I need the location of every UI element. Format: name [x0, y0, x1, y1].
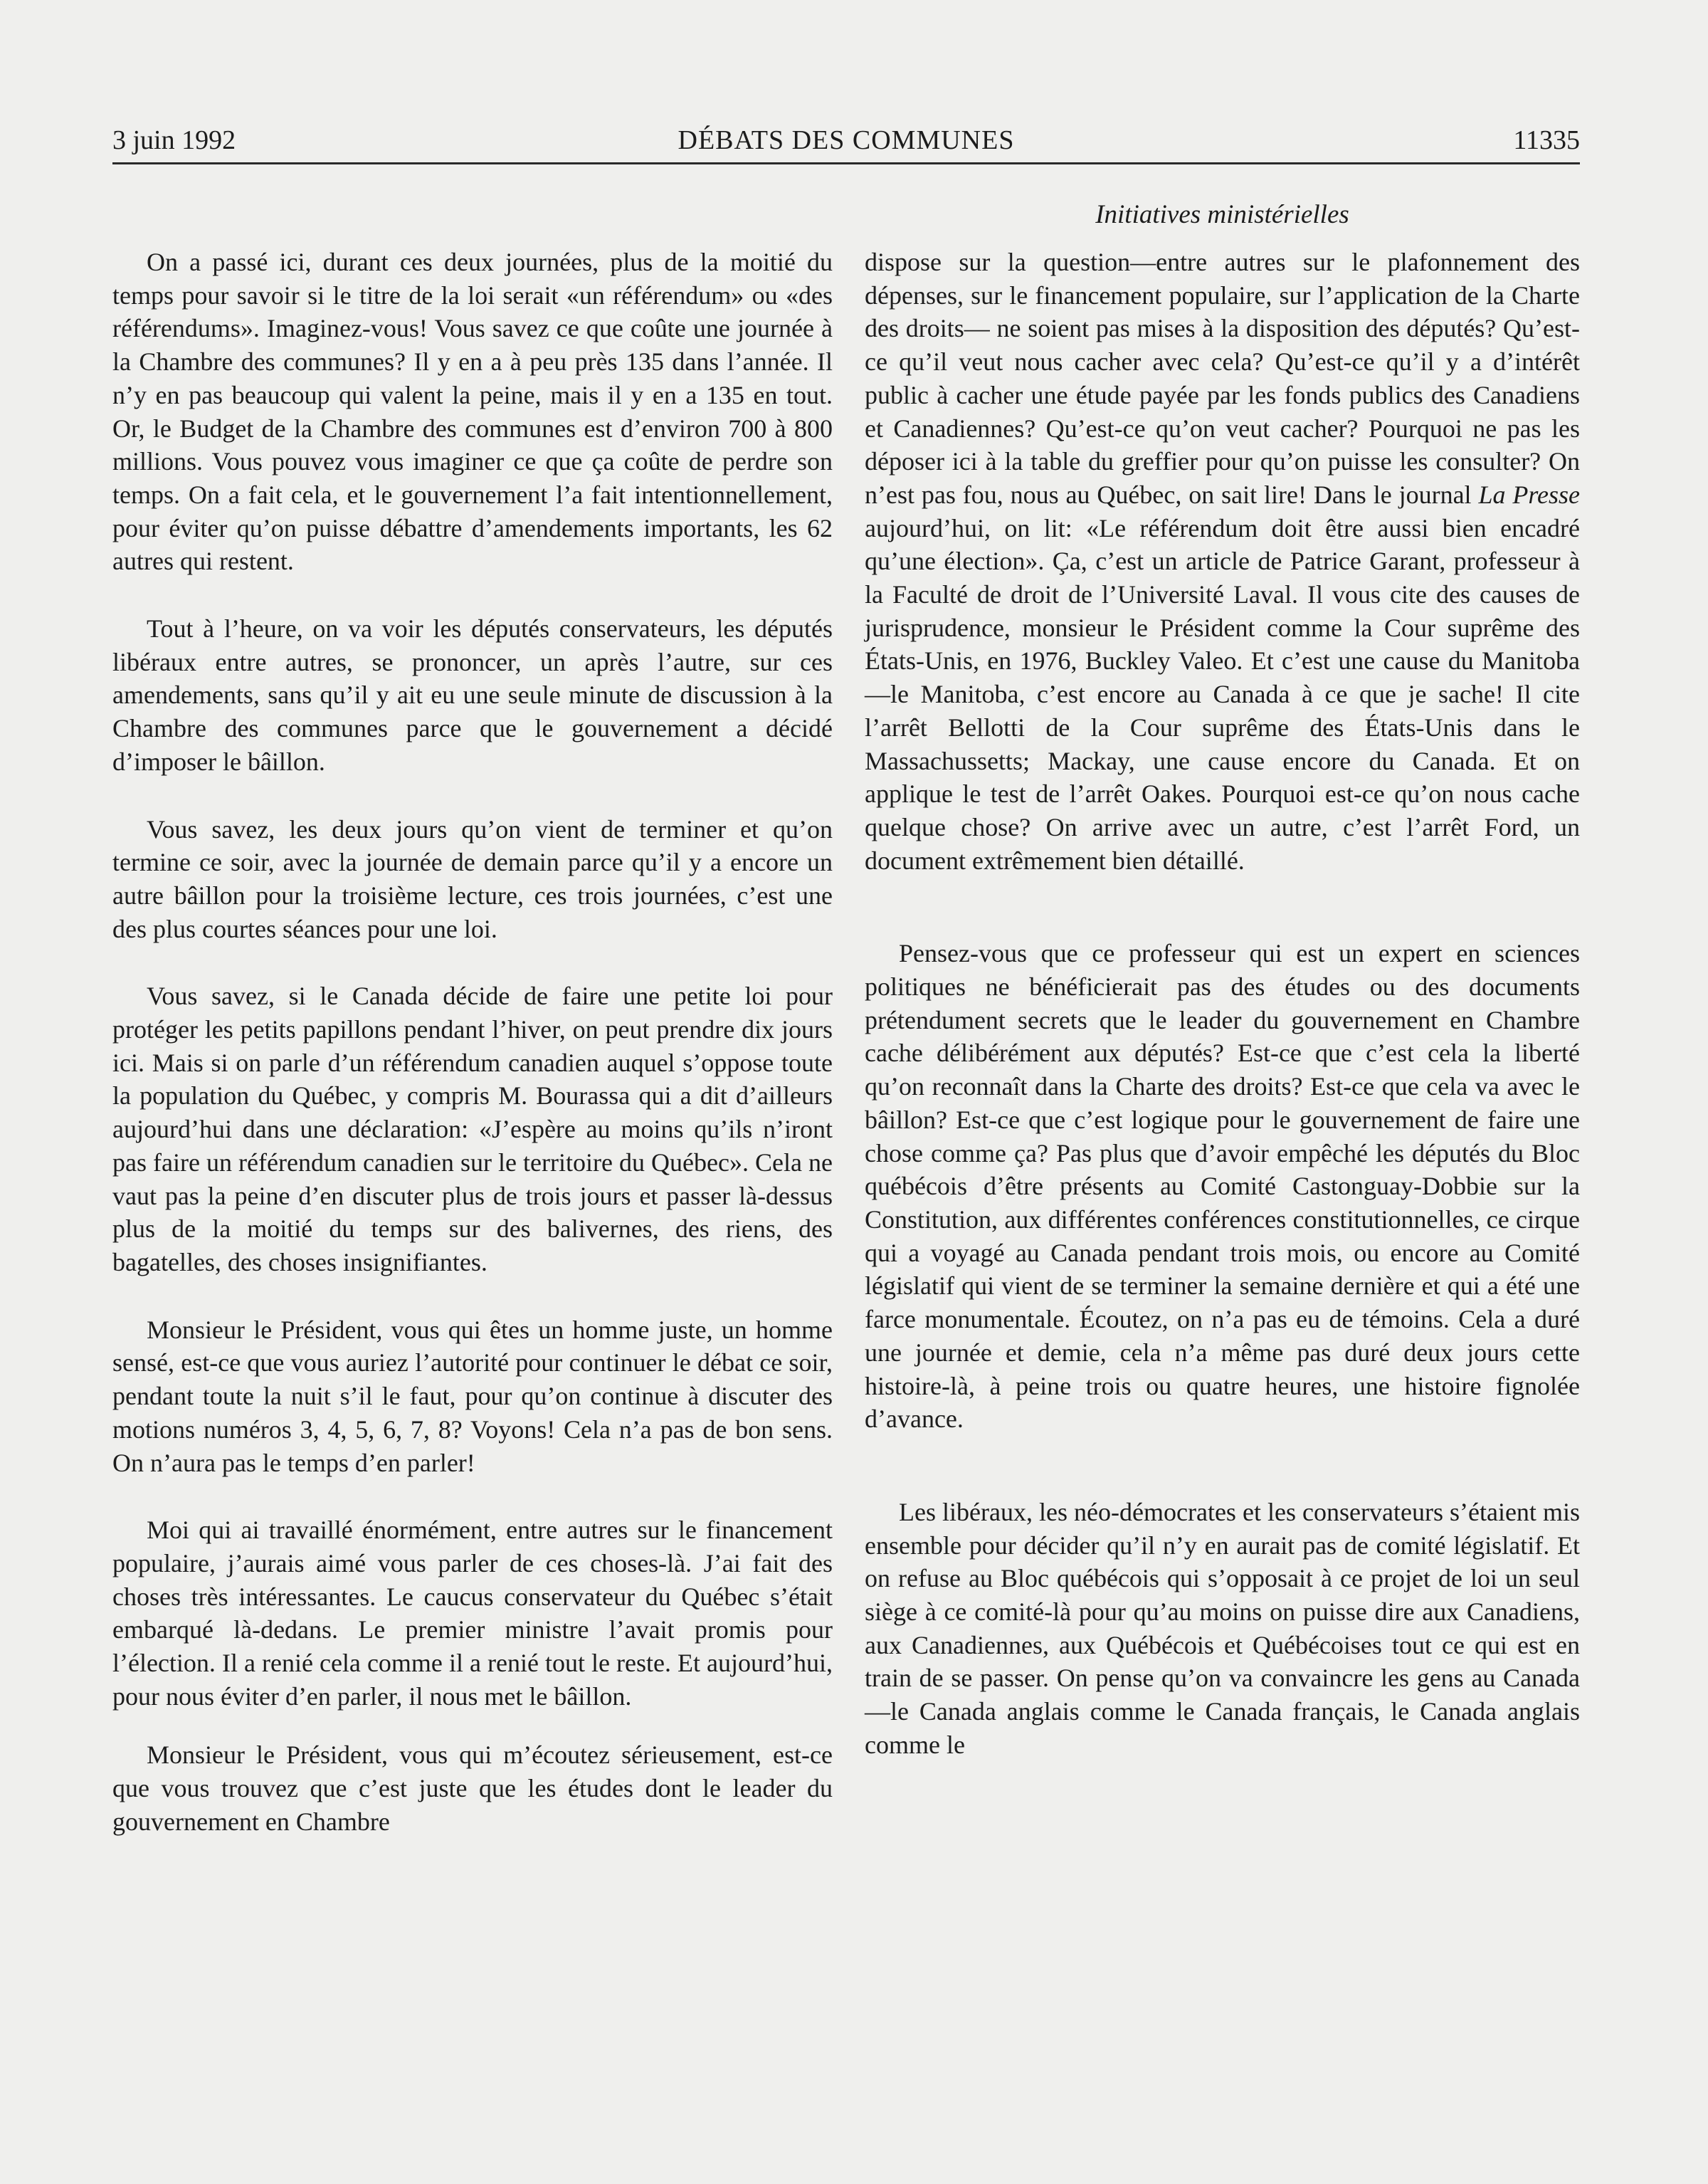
- paragraph-text: aujourd’hui, on lit: «Le référendum doit être aussi bien encadré qu’une élection». Ça, c’est un article de Patrice Garant, professeur à la Faculté de droit de l’Université Laval. Il vous cite des causes de jurisprudence, monsieur le Président comme la Cour suprême des États-Unis, en 1976, Buckley Valeo. Et c’est une cause du Manitoba—le Manitoba, c’est encore au Canada à ce que je sache! Il cite l’arrêt Bellotti de la Cour suprême des États-Unis dans le Massachussetts; Mackay, une cause encore du Canada. Et on applique le test de l’arrêt Oakes. Pourquoi est-ce qu’on nous cache quelque chose? On arrive avec un autre, c’est l’arrêt Ford, un document extrêmement bien détaillé.: [865, 513, 1580, 875]
- paragraph: [865, 246, 1580, 877]
- page-header: [112, 122, 1580, 165]
- header-rule: [112, 162, 1580, 164]
- paragraph: Monsieur le Président, vous qui m’écoutez sérieusement, est-ce que vous trouvez que c’est juste que les études dont le leader du gouvernement en Chambre: [112, 1741, 833, 1836]
- paragraph-text: dispose sur la question—entre autres sur le plafonnement des dépenses, sur le financement populaire, sur l’application de la Charte des droits— ne soient pas mises à la disposition des députés? Qu’est-ce qu’il veut nous cacher avec cela? Qu’est-ce qu’il y a d’intérêt public à cacher une étude payée par les fonds publics des Canadiens et Canadiennes? Qu’est-ce qu’on veut cacher? Pourquoi ne pas les déposer ici à la table du greffier pour qu’on puisse les consulter? On n’est pas fou, nous au Québec, on sait lire! Dans le journal: [865, 248, 1580, 509]
- paragraph: Tout à l’heure, on va voir les députés conservateurs, les députés libéraux entre autres, se prononcer, un après l’autre, sur ces amendements, sans qu’il y ait eu une seule minute de discussion à la Chambre des communes parce que le gouvernement a décidé d’imposer le bâillon.: [112, 614, 833, 776]
- paragraph: Vous savez, si le Canada décide de faire une petite loi pour protéger les petits papillons pendant l’hiver, on peut prendre dix jours ici. Mais si on parle d’un référendum canadien auquel s’oppose toute la population du Québec, y compris M. Bourassa qui a dit d’ailleurs aujourd’hui dans une déclaration: «J’espère au moins qu’ils n’iront pas faire un référendum canadien sur le territoire du Québec». Cela ne vaut pas la peine d’en discuter plus de trois jours et passer là-dessus plus de la moitié du temps sur des balivernes, des riens, des bagatelles, des choses insignifiantes.: [112, 982, 833, 1276]
- paragraph: Pensez-vous que ce professeur qui est un expert en sciences politiques ne bénéficierait pas des études ou des documents prétendument secrets que le leader du gouvernement en Chambre cache délibérément aux députés? Est-ce que c’est cela la liberté qu’on reconnaît dans la Charte des droits? Est-ce que cela va avec le bâillon? Est-ce que c’est logique pour le gouvernement de faire une chose comme ça? Pas plus que d’avoir empêché les députés du Bloc québécois d’être présents au Comité Castonguay-Dobbie sur la Constitution, aux différentes conférences constitutionnelles, ce cirque qui a voyagé au Canada pendant trois mois, ou encore au Comité législatif qui vient de se terminer la semaine dernière et qui a été une farce monumentale. Écoutez, on n’a pas eu de témoins. Cela a duré une journée et demie, cela n’a même pas duré deux jours cette histoire-là, à peine trois ou quatre heures, une histoire fignolée d’avance.: [865, 939, 1580, 1434]
- page-number: 11335: [1513, 125, 1580, 155]
- section-title: Initiatives ministérielles: [1095, 200, 1349, 229]
- header-date: 3 juin 1992: [112, 125, 236, 155]
- paragraph: Moi qui ai travaillé énormément, entre autres sur le financement populaire, j’aurais aimé vous parler de ces choses-là. J’ai fait des choses très intéressantes. Le caucus conservateur du Québec s’était embarqué là-dedans. Le premier ministre l’avait promis pour l’élection. Il a renié cela comme il a renié tout le reste. Et aujourd’hui, pour nous éviter d’en parler, il nous met le bâillon.: [112, 1516, 833, 1711]
- paragraph: Les libéraux, les néo-démocrates et les conservateurs s’étaient mis ensemble pour décider qu’il n’y en aurait pas de comité législatif. Et on refuse au Bloc québécois qui s’opposait à ce projet de loi un seul siège à ce comité-là pour qu’au moins on puisse dire aux Canadiens, aux Canadiennes, aux Québécois et Québécoises tout ce qui est en train de se passer. On pense qu’on va convaincre les gens au Canada—le Canada anglais comme le Canada français, le Canada anglais comme le: [865, 1497, 1580, 1759]
- newspaper-title: La Presse: [1478, 480, 1581, 509]
- paragraph: Vous savez, les deux jours qu’on vient de terminer et qu’on termine ce soir, avec la journée de demain parce qu’il y a encore un autre bâillon pour la troisième lecture, ces trois journées, c’est une des plus courtes séances pour une loi.: [112, 814, 833, 943]
- header-title: DÉBATS DES COMMUNES: [678, 125, 1015, 155]
- left-column: [112, 246, 833, 1839]
- paragraph: On a passé ici, durant ces deux journées, plus de la moitié du temps pour savoir si le titre de la loi serait «un référendum» ou «des référendums». Imaginez-vous! Vous savez ce que coûte une journée à la Chambre des communes? Il y en a à peu près 135 dans l’année. Il n’y en pas beaucoup qui valent la peine, mais il y en a 135 en tout. Or, le Budget de la Chambre des communes est d’environ 700 à 800 millions. Vous pouvez vous imaginer ce que ça coûte de perdre son temps. On a fait cela, et le gouvernement l’a fait intentionnellement, pour éviter qu’on puisse débattre d’amendements importants, les 62 autres qui restent.: [112, 248, 833, 576]
- paragraph: Monsieur le Président, vous qui êtes un homme juste, un homme sensé, est-ce que vous auriez l’autorité pour continuer le débat ce soir, pendant toute la nuit s’il le faut, pour qu’on continue à discuter des motions numéros 3, 4, 5, 6, 7, 8? Voyons! Cela n’a pas de bon sens. On n’aura pas le temps d’en parler!: [112, 1315, 833, 1477]
- right-column: [865, 246, 1580, 1762]
